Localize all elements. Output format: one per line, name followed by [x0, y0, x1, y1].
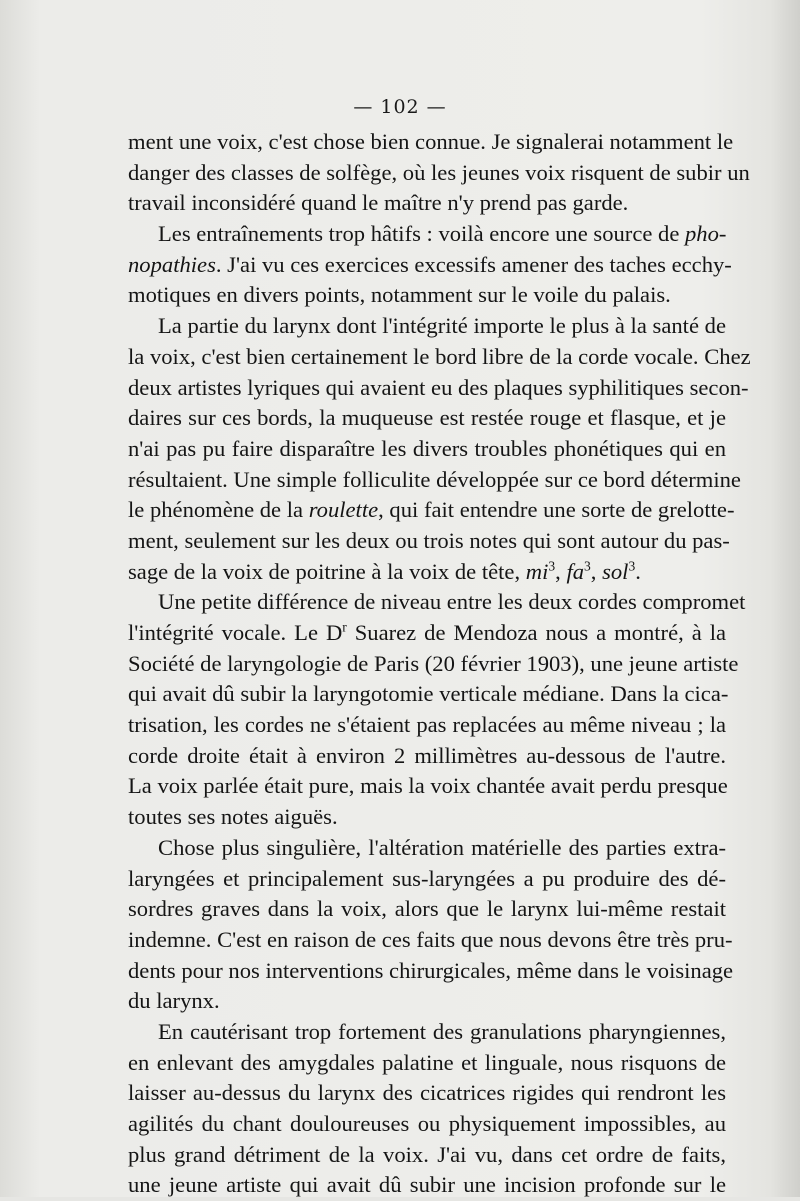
text-line: motiques en divers points, notamment sur le voile du palais. — [128, 282, 671, 308]
text-line: trisation, les cordes ne s'étaient pas replacées au même niveau ; la — [128, 712, 726, 738]
text-line: deux artistes lyriques qui avaient eu des plaques syphilitiques secon- — [128, 374, 749, 400]
text-line: en enlevant des amygdales palatine et linguale, nous risquons de — [128, 1049, 726, 1075]
text-line: sordres graves dans la voix, alors que le larynx lui-même restait — [128, 896, 726, 922]
text-line: n'ai pas pu faire disparaître les divers troubles phonétiques qui en — [128, 435, 726, 461]
text-line: travail inconsidéré quand le maître n'y prend pas garde. — [128, 190, 629, 216]
text-line: Les entraînements trop hâtifs : voilà encore une source de pho- — [158, 221, 727, 247]
text-line: Société de laryngologie de Paris (20 février 1903), une jeune artiste — [128, 650, 739, 676]
text-line: La partie du larynx dont l'intégrité importe le plus à la santé de — [158, 313, 726, 339]
text-line: dents pour nos interventions chirurgicales, même dans le voisinage — [128, 957, 734, 983]
text-line: du larynx. — [128, 988, 220, 1014]
page-number: — 102 — — [353, 96, 447, 118]
text-line: corde droite était à environ 2 millimètres au-dessous de l'autre. — [128, 742, 726, 768]
text-line: sage de la voix de poitrine à la voix de tête, $mi^3$, $fa^3$, sol$^3$. — [128, 558, 641, 584]
text-line: laisser au-dessus du larynx des cicatrices rigides qui rendront les — [128, 1080, 726, 1106]
text-line: laryngées et principalement sus-laryngées a pu produire des dé- — [128, 865, 726, 891]
text-line: nopathies. J'ai vu ces exercices excessifs amener des taches ecchy- — [128, 251, 732, 277]
text-line: Chose plus singulière, l'altération matérielle des parties extra- — [158, 834, 726, 860]
text-line: le phénomène de la roulette, qui fait entendre une sorte de grelotte- — [128, 497, 735, 523]
text-line: La voix parlée était pure, mais la voix chantée avait perdu presque — [128, 773, 728, 799]
text-line: Une petite différence de niveau entre les deux cordes compromet — [158, 589, 746, 615]
text-line: danger des classes de solfège, où les jeunes voix risquent de subir un — [128, 159, 750, 185]
text-line: En cautérisant trop fortement des granulations pharyngiennes, — [158, 1018, 726, 1044]
text-line: agilités du chant douloureuses ou physiquement impossibles, au — [128, 1111, 726, 1136]
text-line: ment une voix, c'est chose bien connue. Je signalerai notamment le — [128, 129, 734, 154]
text-line: résultaient. Une simple folliculite développée sur ce bord détermine — [128, 466, 741, 492]
text-line: une jeune artiste qui avait dû subir une incision profonde sur le — [128, 1172, 726, 1198]
text-line: qui avait dû subir la laryngotomie verticale médiane. Dans la cica- — [128, 681, 729, 707]
text-line: ment, seulement sur les deux ou trois notes qui sont autour du pas- — [128, 527, 730, 553]
body-text — [128, 127, 751, 1201]
text-line: l'intégrité vocale. Le $D^r$ Suarez de Mendoza nous a montré, à la — [128, 619, 726, 645]
text-line: la voix, c'est bien certainement le bord libre de la corde vocale. Chez — [128, 343, 751, 369]
text-line: indemne. C'est en raison de ces faits que nous devons être très pru- — [128, 926, 733, 952]
text-line: plus grand détriment de la voix. J'ai vu, dans cet ordre de faits, — [128, 1141, 726, 1167]
text-line: daires sur ces bords, la muqueuse est restée rouge et flasque, et je — [128, 405, 726, 431]
text-line: toutes ses notes aiguës. — [128, 804, 338, 830]
